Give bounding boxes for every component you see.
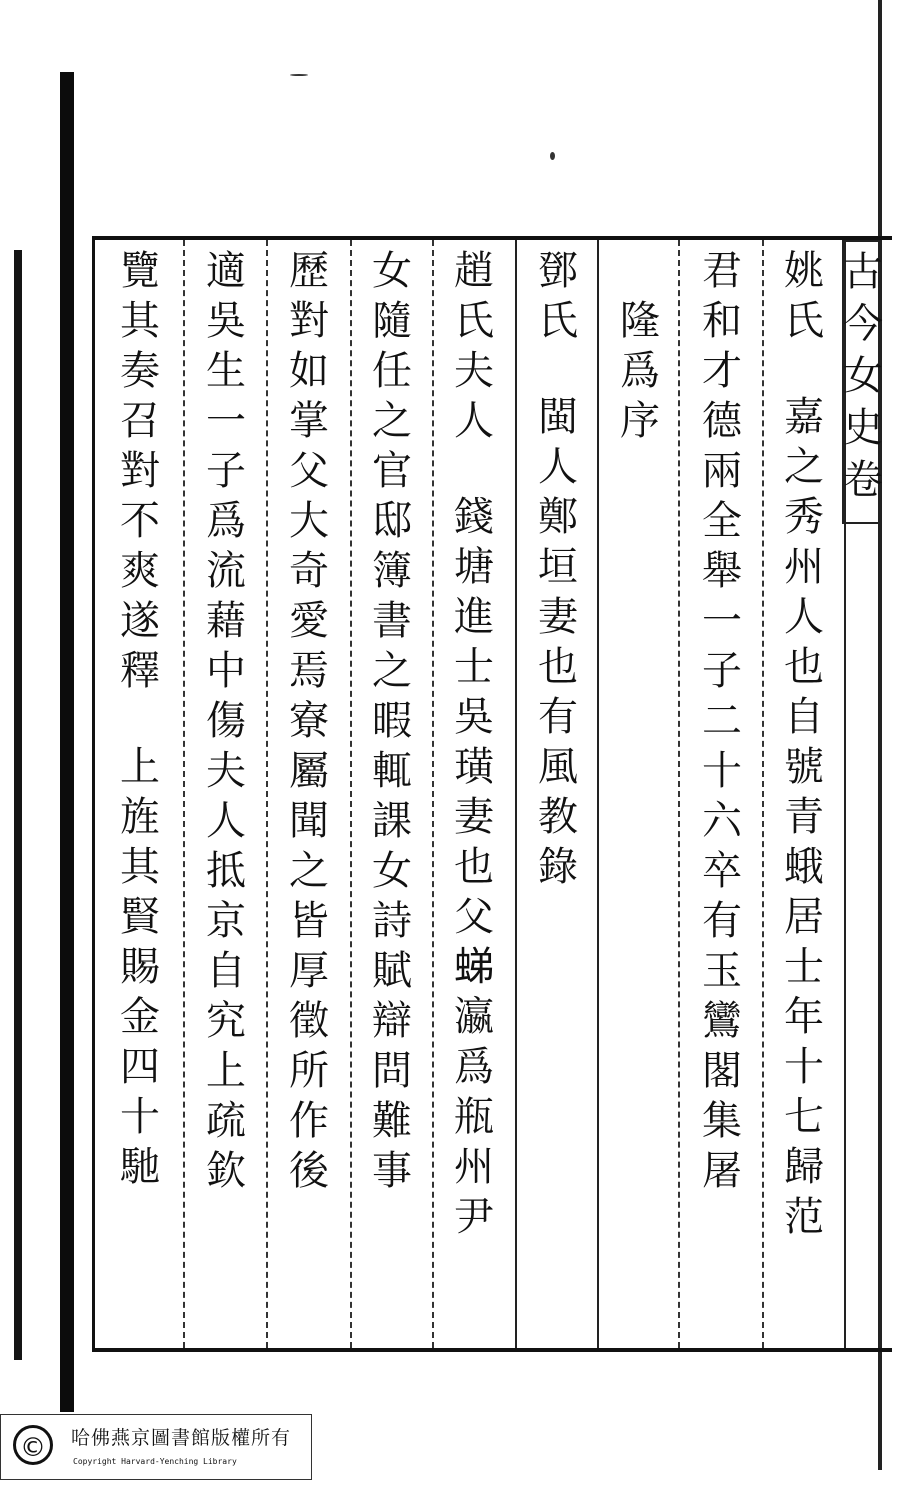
glyph: 之: [372, 398, 412, 444]
glyph: 一: [702, 598, 742, 644]
column-body: [289, 246, 329, 1196]
glyph: 姚: [784, 248, 824, 294]
glyph: 趙: [454, 248, 494, 294]
glyph: 鄧: [538, 248, 578, 294]
glyph: 屠: [702, 1148, 742, 1194]
text-column-8: [194, 246, 258, 1196]
column-body: [702, 246, 742, 1196]
glyph: 釋: [120, 648, 160, 694]
glyph: 京: [206, 898, 246, 944]
text-column-2: [690, 246, 754, 1196]
glyph: 自: [206, 948, 246, 994]
glyph: 賢: [120, 894, 160, 940]
glyph: 課: [372, 798, 412, 844]
glyph: 藉: [206, 598, 246, 644]
text-column-1: [772, 246, 836, 1242]
text-column-6: [360, 246, 424, 1196]
glyph: 之: [784, 444, 824, 490]
glyph: 疏: [206, 1098, 246, 1144]
glyph: 人: [206, 798, 246, 844]
glyph: 爲: [206, 498, 246, 544]
glyph: 所: [289, 1048, 329, 1094]
glyph: 徵: [289, 998, 329, 1044]
glyph: 君: [702, 248, 742, 294]
glyph: 人: [784, 594, 824, 640]
glyph: 爲: [620, 348, 660, 394]
glyph: 閣: [702, 1048, 742, 1094]
glyph: 才: [702, 348, 742, 394]
glyph: 聞: [289, 798, 329, 844]
glyph: 錄: [538, 844, 578, 890]
column-body: [206, 246, 246, 1196]
column-rule: [432, 240, 434, 1348]
glyph: 奇: [289, 548, 329, 594]
glyph: 愛: [289, 598, 329, 644]
column-rule: [183, 240, 185, 1348]
glyph: 也: [538, 644, 578, 690]
glyph: 有: [702, 898, 742, 944]
glyph: 有: [538, 694, 578, 740]
glyph: 進: [454, 594, 494, 640]
glyph: 隆: [620, 298, 660, 344]
glyph: 賦: [372, 948, 412, 994]
column-body: [784, 392, 824, 1242]
glyph: 對: [289, 298, 329, 344]
glyph: 吳: [206, 298, 246, 344]
glyph: 玉: [702, 948, 742, 994]
glyph: 青: [784, 794, 824, 840]
glyph: 如: [289, 348, 329, 394]
ink-speck: [290, 74, 308, 76]
glyph: 瀛: [454, 994, 494, 1040]
glyph: 上: [206, 1048, 246, 1094]
glyph: 人: [454, 398, 494, 444]
glyph: 蛾: [784, 844, 824, 890]
column-heading: [538, 246, 578, 346]
glyph: 和: [702, 298, 742, 344]
glyph: 之: [372, 648, 412, 694]
glyph: 難: [372, 1098, 412, 1144]
glyph: 不: [120, 498, 160, 544]
glyph: 集: [702, 1098, 742, 1144]
glyph: 二: [702, 698, 742, 744]
glyph: 卷: [843, 457, 883, 503]
glyph: 六: [702, 798, 742, 844]
glyph: 中: [206, 648, 246, 694]
column-body: [538, 392, 578, 892]
text-column-9: [108, 246, 172, 1192]
glyph: 錢: [454, 494, 494, 540]
glyph: 奏: [120, 348, 160, 394]
glyph: 秀: [784, 494, 824, 540]
glyph: 序: [620, 398, 660, 444]
glyph: 今: [843, 301, 883, 347]
copyright-chinese: 哈佛燕京圖書館版權所有: [71, 1427, 292, 1449]
glyph: 吳: [454, 694, 494, 740]
binding-bar-left-outer: [14, 250, 22, 1360]
glyph: 自: [784, 694, 824, 740]
column-rule: [350, 240, 352, 1348]
glyph: 問: [372, 1048, 412, 1094]
glyph: 州: [784, 544, 824, 590]
column-rule: [762, 240, 764, 1348]
glyph: 十: [702, 748, 742, 794]
glyph: 官: [372, 448, 412, 494]
glyph: 辯: [372, 998, 412, 1044]
glyph: 十: [784, 1044, 824, 1090]
text-column-4: [526, 246, 590, 892]
glyph: 人: [538, 444, 578, 490]
glyph: 妻: [454, 794, 494, 840]
glyph: 大: [289, 498, 329, 544]
glyph: 任: [372, 348, 412, 394]
edge-running-head: [843, 246, 883, 506]
glyph: 寮: [289, 698, 329, 744]
ink-speck: [550, 152, 555, 160]
column-body: [120, 742, 160, 1192]
glyph: 嘉: [784, 394, 824, 440]
glyph: 掌: [289, 398, 329, 444]
edge-text: [843, 246, 883, 506]
glyph: 氏: [784, 298, 824, 344]
glyph: 流: [206, 548, 246, 594]
glyph: 尹: [454, 1194, 494, 1240]
glyph: 士: [454, 644, 494, 690]
glyph: 垣: [538, 544, 578, 590]
column-rule: [678, 240, 680, 1348]
glyph: 作: [289, 1098, 329, 1144]
glyph: 年: [784, 994, 824, 1040]
glyph: 欽: [206, 1148, 246, 1194]
copyright-stamp: [0, 1414, 312, 1480]
copyright-symbol-icon: ©: [13, 1425, 53, 1465]
glyph: 七: [784, 1094, 824, 1140]
column-body: [454, 492, 494, 1242]
glyph: 塘: [454, 544, 494, 590]
text-column-7: [277, 246, 341, 1196]
glyph: 范: [784, 1194, 824, 1240]
glyph: 厚: [289, 948, 329, 994]
glyph: 馳: [120, 1144, 160, 1190]
glyph: 璜: [454, 744, 494, 790]
glyph: 召: [120, 398, 160, 444]
glyph: 氏: [538, 298, 578, 344]
glyph: 爲: [454, 1044, 494, 1090]
glyph: 隨: [372, 298, 412, 344]
binding-bar-left: [60, 72, 74, 1412]
glyph: 邸: [372, 498, 412, 544]
glyph: 其: [120, 298, 160, 344]
glyph: 氏: [454, 298, 494, 344]
glyph: 子: [206, 448, 246, 494]
glyph: 教: [538, 794, 578, 840]
glyph: 鄭: [538, 494, 578, 540]
glyph: 士: [784, 944, 824, 990]
text-column-3: [608, 246, 672, 446]
glyph: 簿: [372, 548, 412, 594]
text-column-5: [442, 246, 506, 1242]
column-rule: [266, 240, 268, 1348]
glyph: 全: [702, 498, 742, 544]
glyph: 也: [784, 644, 824, 690]
glyph: 傷: [206, 698, 246, 744]
glyph: 兩: [702, 448, 742, 494]
glyph: 卒: [702, 848, 742, 894]
glyph: 鸞: [702, 998, 742, 1044]
glyph: 父: [289, 448, 329, 494]
copyright-english: Copyright Harvard-Yenching Library: [73, 1457, 237, 1466]
glyph: 生: [206, 348, 246, 394]
glyph: 十: [120, 1094, 160, 1140]
glyph: 歸: [784, 1144, 824, 1190]
glyph: 詩: [372, 898, 412, 944]
glyph: 居: [784, 894, 824, 940]
glyph: 覽: [120, 248, 160, 294]
column-rule: [597, 240, 599, 1348]
glyph: 子: [702, 648, 742, 694]
glyph: 屬: [289, 748, 329, 794]
column-heading: [784, 246, 824, 346]
glyph: 輒: [372, 748, 412, 794]
glyph: 夫: [206, 748, 246, 794]
glyph: 號: [784, 744, 824, 790]
glyph: 書: [372, 598, 412, 644]
glyph: 閩: [538, 394, 578, 440]
glyph: 後: [289, 1148, 329, 1194]
glyph: 事: [372, 1148, 412, 1194]
glyph: 上: [120, 744, 160, 790]
glyph: 夫: [454, 348, 494, 394]
glyph: 德: [702, 398, 742, 444]
glyph: 歷: [289, 248, 329, 294]
glyph: 舉: [702, 548, 742, 594]
glyph: 州: [454, 1144, 494, 1190]
glyph: 一: [206, 398, 246, 444]
glyph: 抵: [206, 848, 246, 894]
glyph: 史: [843, 405, 883, 451]
glyph: 女: [372, 248, 412, 294]
glyph: 妻: [538, 594, 578, 640]
glyph: 適: [206, 248, 246, 294]
glyph: 遂: [120, 598, 160, 644]
glyph: 之: [289, 848, 329, 894]
glyph: 爽: [120, 548, 160, 594]
glyph: 賜: [120, 944, 160, 990]
column-rule: [515, 240, 517, 1348]
glyph: 風: [538, 744, 578, 790]
glyph: 其: [120, 844, 160, 890]
glyph: 對: [120, 448, 160, 494]
glyph: 焉: [289, 648, 329, 694]
glyph: 古: [843, 249, 883, 295]
column-heading: [454, 246, 494, 446]
glyph: 金: [120, 994, 160, 1040]
glyph: 也: [454, 844, 494, 890]
glyph: 瓶: [454, 1094, 494, 1140]
glyph: 暇: [372, 698, 412, 744]
glyph: 究: [206, 998, 246, 1044]
glyph: 皆: [289, 898, 329, 944]
column-body: [620, 296, 660, 446]
column-body: [372, 246, 412, 1196]
glyph: 女: [372, 848, 412, 894]
glyph: 父: [454, 894, 494, 940]
column-body: [120, 246, 160, 696]
glyph: 旌: [120, 794, 160, 840]
glyph: 女: [843, 353, 883, 399]
glyph: 四: [120, 1044, 160, 1090]
glyph: 𧋘: [454, 944, 494, 990]
